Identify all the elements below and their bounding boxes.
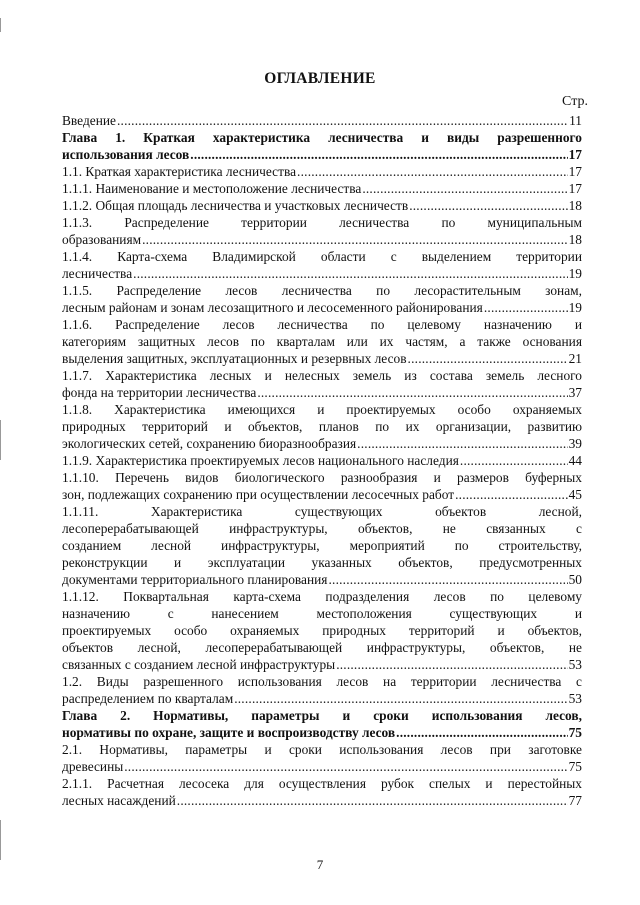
- toc-entry-text: 1.1.9. Характеристика проектируемых лесов национального наследия: [62, 453, 459, 468]
- toc-page-number: 75: [568, 759, 582, 774]
- toc-entry-last-line: [62, 571, 582, 588]
- toc-leader-dots: [408, 350, 568, 367]
- toc-entry[interactable]: [62, 469, 582, 503]
- toc-leader-dots: [133, 265, 567, 282]
- page-title: ОГЛАВЛЕНИЕ: [264, 70, 376, 87]
- toc-entry-line: 2.1.1. Расчетная лесосека для осуществления рубок спелых и перестойных: [62, 776, 582, 791]
- toc-entry-line: 1.1.5. Распределение лесов лесничества по лесорастительным зонам,: [62, 283, 582, 298]
- toc-entry[interactable]: [62, 503, 582, 588]
- toc-entry-last-line: [62, 758, 582, 775]
- toc-entry-line: 1.1.3. Распределение территории лесничества по муниципальным: [62, 215, 582, 230]
- toc-entry-text: связанных с созданием лесной инфраструктуры: [62, 657, 336, 672]
- toc-entry[interactable]: [62, 197, 582, 214]
- toc-entry-line: проектируемых особо охраняемых природных территорий и объектов,: [62, 623, 582, 638]
- toc-entry-text: нормативы по охране, защите и воспроизводству лесов: [62, 725, 396, 740]
- toc-entry-last-line: [62, 112, 582, 129]
- toc-leader-dots: [257, 384, 567, 401]
- toc-page-number: 53: [568, 657, 582, 672]
- toc-entry-last-line: [62, 792, 582, 809]
- toc-entry-line: лесоперерабатывающей инфраструктуры, объектов, не связанных с: [62, 521, 582, 536]
- toc-entry[interactable]: [62, 452, 582, 469]
- toc-entry[interactable]: [62, 163, 582, 180]
- toc-leader-dots: [177, 792, 568, 809]
- toc-entry-text: Введение: [62, 113, 116, 128]
- toc-page-number: 19: [568, 300, 582, 315]
- toc-entry[interactable]: [62, 248, 582, 282]
- toc-leader-dots: [396, 724, 567, 741]
- toc-leader-dots: [142, 231, 568, 248]
- toc-leader-dots: [484, 299, 568, 316]
- page-column-label: Стр.: [562, 94, 588, 109]
- toc-entry[interactable]: [62, 401, 582, 452]
- toc-entry-last-line: [62, 690, 582, 707]
- toc-entry-text: 1.1.1. Наименование и местоположение лесничества: [62, 181, 362, 196]
- toc-page-number: 21: [568, 351, 582, 366]
- toc-entry[interactable]: [62, 282, 582, 316]
- toc-entry-line: 1.2. Виды разрешенного использования лесов на территории лесничества с: [62, 674, 582, 689]
- toc-entry-text: зон, подлежащих сохранению при осуществлении лесосечных работ: [62, 487, 455, 502]
- toc-page-number: 17: [568, 164, 582, 179]
- toc-entry-line: категориям защитных лесов по кварталам или их частям, а также основания: [62, 334, 582, 349]
- scan-mark: [0, 420, 1, 460]
- toc-leader-dots: [460, 452, 568, 469]
- toc-entry-text: образованиям: [62, 232, 142, 247]
- toc-page-number: 53: [568, 691, 582, 706]
- toc-entry-text: лесничества: [62, 266, 133, 281]
- toc-entry-last-line: [62, 384, 582, 401]
- toc-entry-text: 1.1.2. Общая площадь лесничества и участковых лесничеств: [62, 198, 409, 213]
- toc-leader-dots: [190, 146, 567, 163]
- toc-entry-line: 1.1.8. Характеристика имеющихся и проектируемых особо охраняемых: [62, 402, 582, 417]
- scan-mark: [0, 18, 1, 32]
- toc-leader-dots: [357, 435, 567, 452]
- toc-entry-last-line: [62, 197, 582, 214]
- toc-entry-last-line: [62, 452, 582, 469]
- toc-entry-line: Глава 2. Нормативы, параметры и сроки использования лесов,: [62, 708, 582, 723]
- toc-page-number: 11: [569, 113, 582, 128]
- toc-entry-line: Глава 1. Краткая характеристика лесничества и виды разрешенного: [62, 130, 582, 145]
- toc-entry[interactable]: [62, 673, 582, 707]
- toc-page-number: 77: [568, 793, 582, 808]
- toc-entry[interactable]: [62, 588, 582, 673]
- toc-entry-last-line: [62, 724, 582, 741]
- toc-leader-dots: [455, 486, 568, 503]
- toc-entry-last-line: [62, 435, 582, 452]
- toc-entry-line: 1.1.6. Распределение лесов лесничества по целевому назначению и: [62, 317, 582, 332]
- toc-entry[interactable]: [62, 707, 582, 741]
- toc-page-number: 39: [568, 436, 582, 451]
- toc-entry[interactable]: [62, 775, 582, 809]
- toc-page-number: 44: [568, 453, 582, 468]
- toc-entry-line: 1.1.10. Перечень видов биологического разнообразия и размеров буферных: [62, 470, 582, 485]
- toc-entry-line: 1.1.11. Характеристика существующих объектов лесной,: [62, 504, 582, 519]
- toc-entry-text: 1.1. Краткая характеристика лесничества: [62, 164, 297, 179]
- toc-page-number: 75: [568, 725, 582, 740]
- toc-entry[interactable]: [62, 741, 582, 775]
- toc-entry-line: 1.1.12. Поквартальная карта-схема подразделения лесов по целевому: [62, 589, 582, 604]
- toc-leader-dots: [409, 197, 567, 214]
- toc-entry-text: лесным районам и зонам лесозащитного и лесосеменного районирования: [62, 300, 483, 315]
- toc-leader-dots: [336, 656, 567, 673]
- toc-entry-line: 1.1.7. Характеристика лесных и нелесных земель из состава земель лесного: [62, 368, 582, 383]
- toc-entry-line: назначению с нанесением местоположения существующих и: [62, 606, 582, 621]
- toc-page-number: 17: [568, 181, 582, 196]
- toc-entry-line: реконструкции и эксплуатации указанных объектов, предусмотренных: [62, 555, 582, 570]
- toc-entry-text: документами территориального планирования: [62, 572, 328, 587]
- toc-entry-last-line: [62, 146, 582, 163]
- toc-entry-text: лесных насаждений: [62, 793, 176, 808]
- toc-entry-text: использования лесов: [62, 147, 190, 162]
- toc-entry-last-line: [62, 299, 582, 316]
- toc-leader-dots: [328, 571, 567, 588]
- toc-entry-last-line: [62, 656, 582, 673]
- table-of-contents: [62, 112, 582, 809]
- toc-entry[interactable]: [62, 214, 582, 248]
- toc-entry-text: экологических сетей, сохранению биоразнообразия: [62, 436, 357, 451]
- toc-leader-dots: [124, 758, 567, 775]
- toc-entry-last-line: [62, 486, 582, 503]
- toc-entry[interactable]: [62, 129, 582, 163]
- toc-entry-line: созданием лесной инфраструктуры, мероприятий по строительству,: [62, 538, 582, 553]
- toc-entry[interactable]: [62, 180, 582, 197]
- toc-entry-last-line: [62, 231, 582, 248]
- toc-leader-dots: [297, 163, 568, 180]
- toc-page-number: 18: [568, 232, 582, 247]
- toc-page-number: 37: [568, 385, 582, 400]
- toc-entry-line: 1.1.4. Карта-схема Владимирской области с выделением территории: [62, 249, 582, 264]
- toc-entry-line: объектов лесной, лесоперерабатывающей инфраструктуры, объектов, не: [62, 640, 582, 655]
- toc-page-number: 17: [568, 147, 582, 162]
- toc-entry-text: фонда на территории лесничества: [62, 385, 257, 400]
- toc-entry-last-line: [62, 180, 582, 197]
- scan-mark: [0, 820, 1, 860]
- toc-entry-line: 2.1. Нормативы, параметры и сроки использования лесов при заготовке: [62, 742, 582, 757]
- toc-entry[interactable]: [62, 112, 582, 129]
- page-number: 7: [316, 857, 324, 872]
- toc-entry-text: распределением по кварталам: [62, 691, 234, 706]
- toc-entry[interactable]: [62, 367, 582, 401]
- toc-leader-dots: [362, 180, 567, 197]
- toc-page-number: 45: [568, 487, 582, 502]
- toc-entry-text: выделения защитных, эксплуатационных и резервных лесов: [62, 351, 407, 366]
- toc-entry-text: древесины: [62, 759, 124, 774]
- toc-entry[interactable]: [62, 316, 582, 367]
- toc-entry-last-line: [62, 265, 582, 282]
- toc-entry-last-line: [62, 163, 582, 180]
- toc-page-number: 18: [568, 198, 582, 213]
- toc-page-number: 50: [568, 572, 582, 587]
- toc-leader-dots: [117, 112, 568, 129]
- toc-leader-dots: [234, 690, 567, 707]
- toc-page-number: 19: [568, 266, 582, 281]
- toc-entry-last-line: [62, 350, 582, 367]
- toc-entry-line: природных территорий и объектов, планов по их организации, развитию: [62, 419, 582, 434]
